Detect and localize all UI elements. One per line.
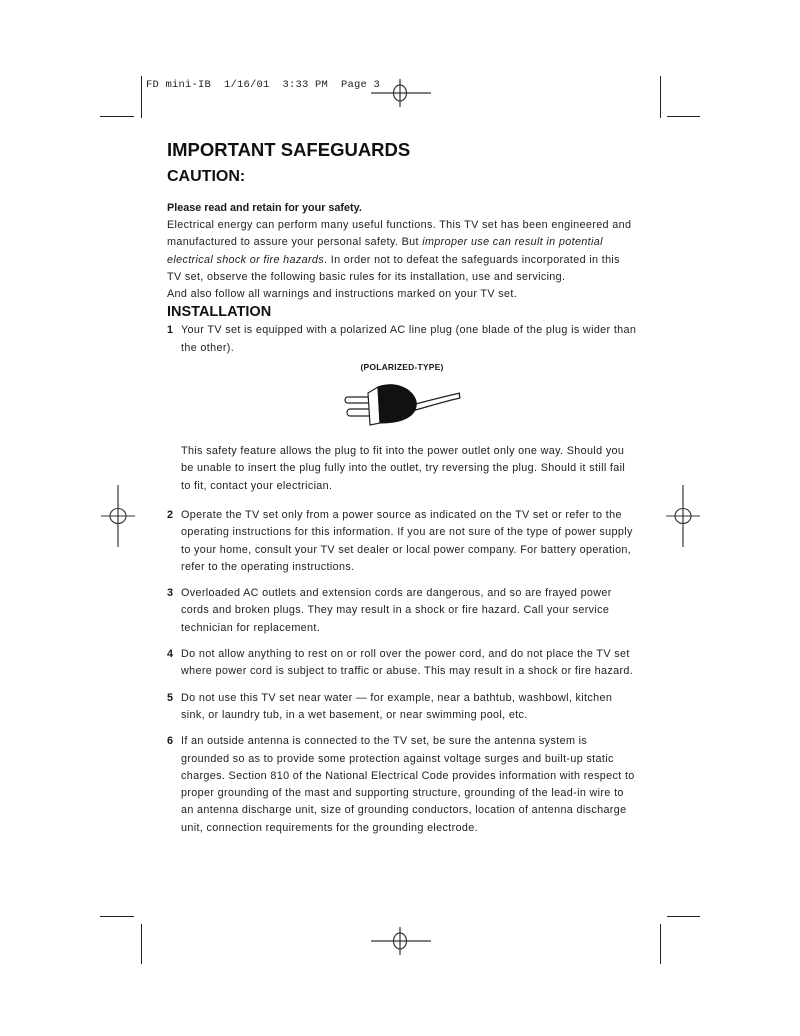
item-text: Your TV set is equipped with a polarized AC line plug (one blade of the plug is wider than the other). [181,324,637,354]
item-text: Overloaded AC outlets and extension cords are dangerous, and so are frayed power cords and broken plugs. They may result in a shock or fire hazard. Call your service technician for replacement. [181,587,612,634]
intro-last-line: And also follow all warnings and instructions marked on your TV set. [167,288,518,301]
intro-paragraph: Electrical energy can perform many useful functions. This TV set has been engineered and manufactured to assure your personal safety. But improper use can result in potential electrical shock or fire hazards. In order not to defeat the safeguards incorporated in this TV set, observe the following basic rules for its installation, use and servicing. [167,219,632,283]
item-text: Do not use this TV set near water — for example, near a bathtub, washbowl, kitchen sink, or laundry tub, in a wet basement, or near swimming pool, etc. [181,691,613,721]
polarized-plug-icon [342,379,462,431]
registration-mark-bottom-icon [370,926,432,956]
crop-mark-bottom-left-v [141,924,142,964]
intro-italic: improper use can result in potential electrical shock or fire hazards [167,236,603,266]
caution-heading: CAUTION: [167,168,246,185]
safeguards-page [167,138,637,837]
registration-mark-left-icon [100,484,136,548]
item-text: If an outside antenna is connected to the TV set, be sure the antenna system is grounded so as to provide some protection against voltage surges and built-up static charges. Section 810 of the National Electrical Code provides information with respect to proper grounding of the mast and supporting structure, grounding of the lead-in wire to an antenna discharge unit, size of grounding conductors, location of antenna discharge unit, connection requirements for the grounding electrode. [181,735,635,834]
crop-mark-top-left-v [141,76,142,118]
item-number: 1 [167,324,174,337]
installation-heading: INSTALLATION [167,304,272,321]
item-number: 3 [167,587,174,600]
registration-mark-right-icon [665,484,701,548]
list-item-3 [167,585,637,637]
crop-mark-top-right-v [660,76,661,118]
crop-mark-bottom-right-v [660,924,661,964]
item-number: 6 [167,735,174,748]
page-title: IMPORTANT SAFEGUARDS [167,139,411,160]
item-1-followup [167,443,637,495]
item-text: Do not allow anything to rest on or roll over the power cord, and do not place the TV set where power cord is subject to traffic or abuse. This may result in a shock or fire hazard. [181,648,634,678]
crop-mark-top-left-h [100,116,134,117]
list-item-4 [167,646,637,681]
polarized-plug-figure [167,361,637,435]
print-slug: FD mini-IB 1/16/01 3:33 PM Page 3 [146,79,381,91]
list-item-6 [167,733,637,837]
crop-mark-bottom-right-h [667,916,700,917]
item-followup-text: This safety feature allows the plug to fit into the power outlet only one way. Should you be unable to insert the plug fully into the outlet, try reversing the plug. Should it still fail to fit, contact your electrician. [181,445,626,492]
list-item-2 [167,507,637,576]
crop-mark-top-right-h [667,116,700,117]
item-number: 2 [167,508,174,521]
item-number: 5 [167,691,174,704]
lead-text: Please read and retain for your safety. [167,202,362,214]
item-text: Operate the TV set only from a power source as indicated on the TV set or refer to the operating instructions for this information. If you are not sure of the type of power supply to your home, consult your TV set dealer or local power company. For battery operation, refer to the operating instructions. [181,508,633,573]
crop-mark-bottom-left-h [100,916,134,917]
list-item-5 [167,690,637,725]
list-item-1 [167,322,637,357]
item-number: 4 [167,648,174,661]
figure-caption: (POLARIZED-TYPE) [360,362,444,373]
